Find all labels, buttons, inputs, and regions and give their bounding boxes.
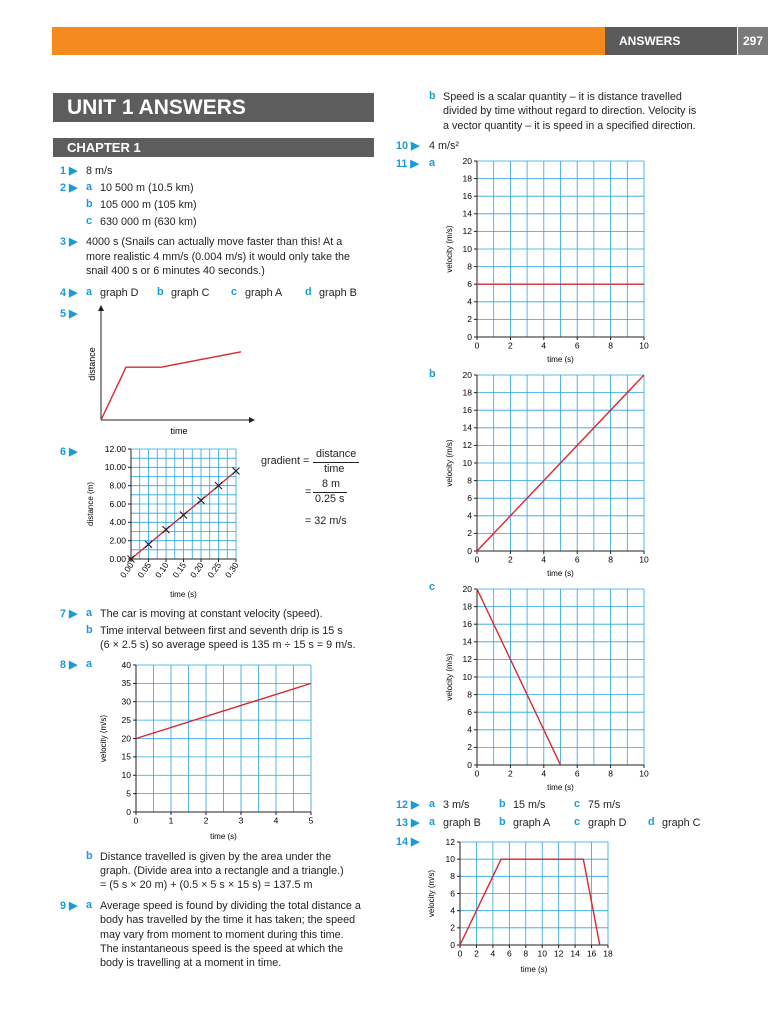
y-tick-label: 4 — [467, 724, 472, 735]
q13-answer-b: graph A — [513, 817, 551, 829]
x-tick-label: 5 — [308, 815, 314, 826]
y-tick-label: 4 — [467, 296, 472, 307]
q12-letter-a: a — [429, 798, 436, 810]
y-tick-label: 10 — [121, 770, 131, 781]
q11-letter-a: a — [429, 157, 436, 169]
q6-frac-denominator: time — [324, 463, 345, 475]
y-axis-label: velocity (m/s) — [427, 869, 436, 918]
x-tick-label: 10 — [639, 340, 649, 351]
x-tick-label: 2 — [474, 948, 479, 959]
q13-number: 13 ▶ — [396, 817, 420, 829]
y-tick-label: 15 — [121, 751, 131, 762]
y-tick-label: 0 — [467, 759, 472, 770]
x-tick-label: 6 — [574, 340, 580, 351]
x-tick-label: 0.25 — [205, 560, 224, 580]
q9-line: may vary from moment to moment during this time. — [100, 929, 344, 941]
y-tick-label: 2 — [467, 742, 472, 753]
y-tick-label: 18 — [462, 601, 472, 612]
q6-eq2-numerator: 8 m — [322, 478, 340, 490]
q3-line: more realistic 4 mm/s (0.004 m/s) it would only take the — [86, 251, 351, 263]
x-tick-label: 2 — [508, 340, 513, 351]
q4-letter-d: d — [305, 286, 312, 298]
q9b-line: Speed is a scalar quantity – it is distance travelled — [443, 91, 682, 103]
x-tick-label: 0.00 — [117, 560, 136, 580]
y-tick-label: 20 — [121, 733, 131, 744]
q7-answer-a: The car is moving at constant velocity (speed). — [100, 608, 323, 620]
y-tick-label: 5 — [126, 788, 131, 799]
q11a-chart — [440, 152, 655, 367]
chapter-title: CHAPTER 1 — [53, 138, 374, 157]
x-tick-label: 6 — [506, 948, 512, 959]
q8-answer-b-line: = (5 s × 20 m) + (0.5 × 5 s × 15 s) = 137.5 m — [100, 879, 313, 891]
y-tick-label: 8 — [467, 475, 472, 486]
x-tick-label: 1 — [168, 815, 174, 826]
q9-line: Average speed is found by dividing the total distance a — [100, 900, 361, 912]
x-tick-label: 10 — [639, 554, 649, 565]
q7-answer-b-line: (6 × 2.5 s) so average speed is 135 m ÷ 15 s = 9 m/s. — [100, 639, 356, 651]
x-tick-label: 4 — [490, 948, 496, 959]
y-tick-label: 0.00 — [109, 553, 126, 564]
y-axis-label: velocity (m/s) — [445, 439, 454, 487]
y-tick-label: 20 — [462, 369, 472, 380]
y-tick-label: 4 — [467, 510, 472, 521]
q11-number: 11 ▶ — [396, 158, 419, 170]
q9-letter-a: a — [86, 899, 93, 911]
y-tick-label: 2 — [467, 314, 472, 325]
q2-answer-a: 10 500 m (10.5 km) — [100, 182, 194, 194]
q6-frac-numerator: distance — [316, 448, 357, 460]
x-tick-label: 6 — [574, 554, 580, 565]
q12-answer-b: 15 m/s — [513, 799, 546, 811]
y-tick-label: 8 — [467, 689, 472, 700]
q14-velocity-line — [460, 859, 600, 945]
q2-letter-c: c — [86, 215, 93, 227]
y-axis-label: distance (m) — [86, 481, 95, 527]
y-tick-label: 12 — [462, 226, 472, 237]
x-tick-label: 0.10 — [152, 560, 171, 580]
x-tick-label: 16 — [586, 948, 597, 959]
y-tick-label: 35 — [121, 678, 131, 689]
q6-number: 6 ▶ — [60, 446, 78, 458]
x-tick-label: 14 — [570, 948, 580, 959]
q13-letter-c: c — [574, 816, 581, 828]
x-tick-label: 10 — [537, 948, 547, 959]
x-tick-label: 8 — [608, 554, 613, 565]
q2-letter-a: a — [86, 181, 93, 193]
q1-answer: 8 m/s — [86, 165, 113, 177]
x-axis-label: time (s) — [170, 590, 197, 599]
y-tick-label: 20 — [462, 583, 472, 594]
y-tick-label: 12 — [462, 440, 472, 451]
y-tick-label: 16 — [462, 191, 472, 202]
y-tick-label: 2 — [450, 922, 455, 933]
x-tick-label: 2 — [508, 554, 513, 565]
section-label: ANSWERS — [619, 34, 681, 48]
y-tick-label: 0 — [450, 939, 455, 950]
q2-answer-b: 105 000 m (105 km) — [100, 199, 197, 211]
q9b-line: divided by time without regard to direction. Velocity is — [443, 105, 697, 117]
q9-line: body is travelling at a moment in time. — [100, 957, 282, 969]
x-tick-label: 4 — [541, 340, 547, 351]
q5-distance-line — [101, 352, 241, 420]
q4-number: 4 ▶ — [60, 287, 78, 299]
q7-letter-b: b — [86, 624, 93, 636]
y-axis-label: velocity (m/s) — [445, 225, 454, 273]
q7-number: 7 ▶ — [60, 608, 78, 620]
x-tick-label: 0.15 — [170, 560, 189, 580]
q12-answer-c: 75 m/s — [588, 799, 621, 811]
q13-answer-c: graph D — [588, 817, 627, 829]
q8-letter-b: b — [86, 850, 93, 862]
x-tick-label: 0.20 — [187, 560, 206, 580]
q8-number: 8 ▶ — [60, 659, 78, 671]
y-tick-label: 6.00 — [109, 498, 126, 509]
y-tick-label: 6 — [467, 493, 472, 504]
x-tick-label: 12 — [553, 948, 564, 959]
x-tick-label: 8 — [608, 768, 613, 779]
y-tick-label: 12 — [445, 836, 455, 847]
q4-letter-a: a — [86, 286, 93, 298]
y-axis-label: velocity (m/s) — [99, 714, 108, 763]
q3-line: 4000 s (Snails can actually move faster than this! At a — [86, 236, 343, 248]
q2-answer-c: 630 000 m (630 km) — [100, 216, 197, 228]
y-tick-label: 16 — [462, 405, 472, 416]
q4-letter-c: c — [231, 286, 238, 298]
q9b-line: a vector quantity – it is speed in a specified direction. — [443, 120, 696, 132]
q14-chart — [424, 833, 624, 978]
y-tick-label: 10 — [462, 243, 472, 254]
x-tick-label: 0.30 — [222, 560, 241, 580]
q8-answer-b-line: graph. (Divide area into a rectangle and a triangle.) — [100, 865, 344, 877]
q7-letter-a: a — [86, 607, 93, 619]
q12-number: 12 ▶ — [396, 799, 420, 811]
q4-answer-d: graph B — [319, 287, 357, 299]
y-tick-label: 8 — [467, 261, 472, 272]
y-tick-label: 0 — [467, 331, 472, 342]
q3-line: snail 400 s or 6 minutes 40 seconds.) — [86, 265, 265, 277]
q13-answer-a: graph B — [443, 817, 481, 829]
q8a-chart — [96, 655, 326, 845]
x-tick-label: 18 — [603, 948, 613, 959]
x-tick-label: 0.05 — [135, 560, 154, 580]
x-tick-label: 4 — [273, 815, 279, 826]
y-tick-label: 4.00 — [109, 517, 126, 528]
q13-letter-b: b — [499, 816, 506, 828]
q4-answer-a: graph D — [100, 287, 139, 299]
y-tick-label: 0 — [467, 545, 472, 556]
y-tick-label: 10 — [462, 457, 472, 468]
x-tick-label: 0 — [133, 815, 139, 826]
y-tick-label: 20 — [462, 155, 472, 166]
q4-answer-b: graph C — [171, 287, 210, 299]
q11b-chart — [440, 366, 655, 581]
q14-number: 14 ▶ — [396, 836, 420, 848]
q9-letter-b: b — [429, 90, 436, 102]
y-tick-label: 40 — [121, 659, 131, 670]
x-tick-label: 4 — [541, 554, 547, 565]
q3-number: 3 ▶ — [60, 236, 78, 248]
y-axis-label: velocity (m/s) — [445, 653, 454, 701]
q7-answer-b-line: Time interval between first and seventh drip is 15 s — [100, 625, 343, 637]
y-tick-label: 10 — [445, 854, 455, 864]
q5-y-label: distance — [87, 347, 97, 381]
x-axis-label: time (s) — [520, 965, 548, 974]
q6-equals: = — [305, 486, 312, 498]
q12-letter-b: b — [499, 798, 506, 810]
q9-line: body has travelled by the time it has taken; the speed — [100, 914, 356, 926]
x-axis-label: time (s) — [210, 832, 237, 841]
y-tick-label: 2 — [467, 528, 472, 539]
y-tick-label: 4 — [450, 905, 455, 916]
y-tick-label: 16 — [462, 619, 472, 630]
y-tick-label: 8.00 — [109, 480, 126, 491]
y-tick-label: 18 — [462, 173, 472, 184]
page-number: 297 — [738, 27, 768, 55]
y-tick-label: 30 — [121, 696, 131, 707]
q11-letter-c: c — [429, 581, 436, 593]
x-tick-label: 6 — [574, 768, 580, 779]
q13-answer-d: graph C — [662, 817, 701, 829]
x-axis-label: time (s) — [547, 355, 574, 364]
x-tick-label: 10 — [639, 768, 649, 779]
x-tick-label: 0 — [457, 948, 463, 959]
unit-title: UNIT 1 ANSWERS — [53, 93, 374, 122]
q10-answer: 4 m/s² — [429, 140, 459, 152]
x-axis-label: time (s) — [547, 783, 574, 792]
y-tick-label: 18 — [462, 387, 472, 398]
q12-answer-a: 3 m/s — [443, 799, 470, 811]
y-tick-label: 8 — [450, 871, 455, 882]
x-tick-label: 0 — [474, 768, 480, 779]
x-tick-label: 8 — [523, 948, 529, 959]
q6-chart — [80, 440, 260, 605]
y-tick-label: 14 — [462, 636, 472, 647]
q11c-chart — [440, 580, 655, 795]
q6-result: = 32 m/s — [305, 515, 347, 527]
q4-answer-c: graph A — [245, 287, 283, 299]
q5-number: 5 ▶ — [60, 308, 78, 320]
q13-letter-a: a — [429, 816, 436, 828]
q2-letter-b: b — [86, 198, 93, 210]
x-tick-label: 4 — [541, 768, 547, 779]
q8-answer-b-line: Distance travelled is given by the area under the — [100, 851, 332, 863]
y-tick-label: 12.00 — [104, 443, 126, 454]
q10-number: 10 ▶ — [396, 140, 420, 152]
q12-letter-c: c — [574, 798, 581, 810]
x-tick-label: 3 — [238, 815, 244, 826]
y-tick-label: 6 — [450, 888, 455, 899]
q6-gradient-label: gradient = — [261, 455, 310, 467]
y-tick-label: 10 — [462, 671, 472, 682]
y-tick-label: 0 — [126, 806, 131, 817]
q9-line: The instantaneous speed is the speed at which the — [100, 943, 344, 955]
x-tick-label: 8 — [608, 340, 613, 351]
x-tick-label: 2 — [203, 815, 209, 826]
q4-letter-b: b — [157, 286, 164, 298]
y-tick-label: 14 — [462, 422, 472, 433]
q13-letter-d: d — [648, 816, 655, 828]
x-tick-label: 0 — [474, 554, 480, 565]
x-axis-label: time (s) — [547, 569, 574, 578]
q8-letter-a: a — [86, 658, 93, 670]
y-tick-label: 6 — [467, 707, 472, 718]
header-bar — [52, 27, 768, 55]
y-tick-label: 10.00 — [104, 462, 126, 473]
y-tick-label: 25 — [121, 714, 131, 725]
y-tick-label: 2.00 — [109, 535, 126, 546]
x-tick-label: 2 — [508, 768, 513, 779]
q6-eq2-denominator: 0.25 s — [315, 493, 345, 505]
y-tick-label: 12 — [462, 654, 472, 665]
q9-number: 9 ▶ — [60, 900, 78, 912]
q5-x-label: time — [170, 426, 188, 436]
q5-sketch-graph — [80, 300, 260, 440]
q11-letter-b: b — [429, 368, 436, 380]
q2-number: 2 ▶ — [60, 182, 78, 194]
y-tick-label: 14 — [462, 208, 472, 219]
q1-number: 1 ▶ — [60, 165, 78, 177]
x-tick-label: 0 — [474, 340, 480, 351]
y-tick-label: 6 — [467, 279, 472, 290]
section-tab — [605, 27, 768, 55]
